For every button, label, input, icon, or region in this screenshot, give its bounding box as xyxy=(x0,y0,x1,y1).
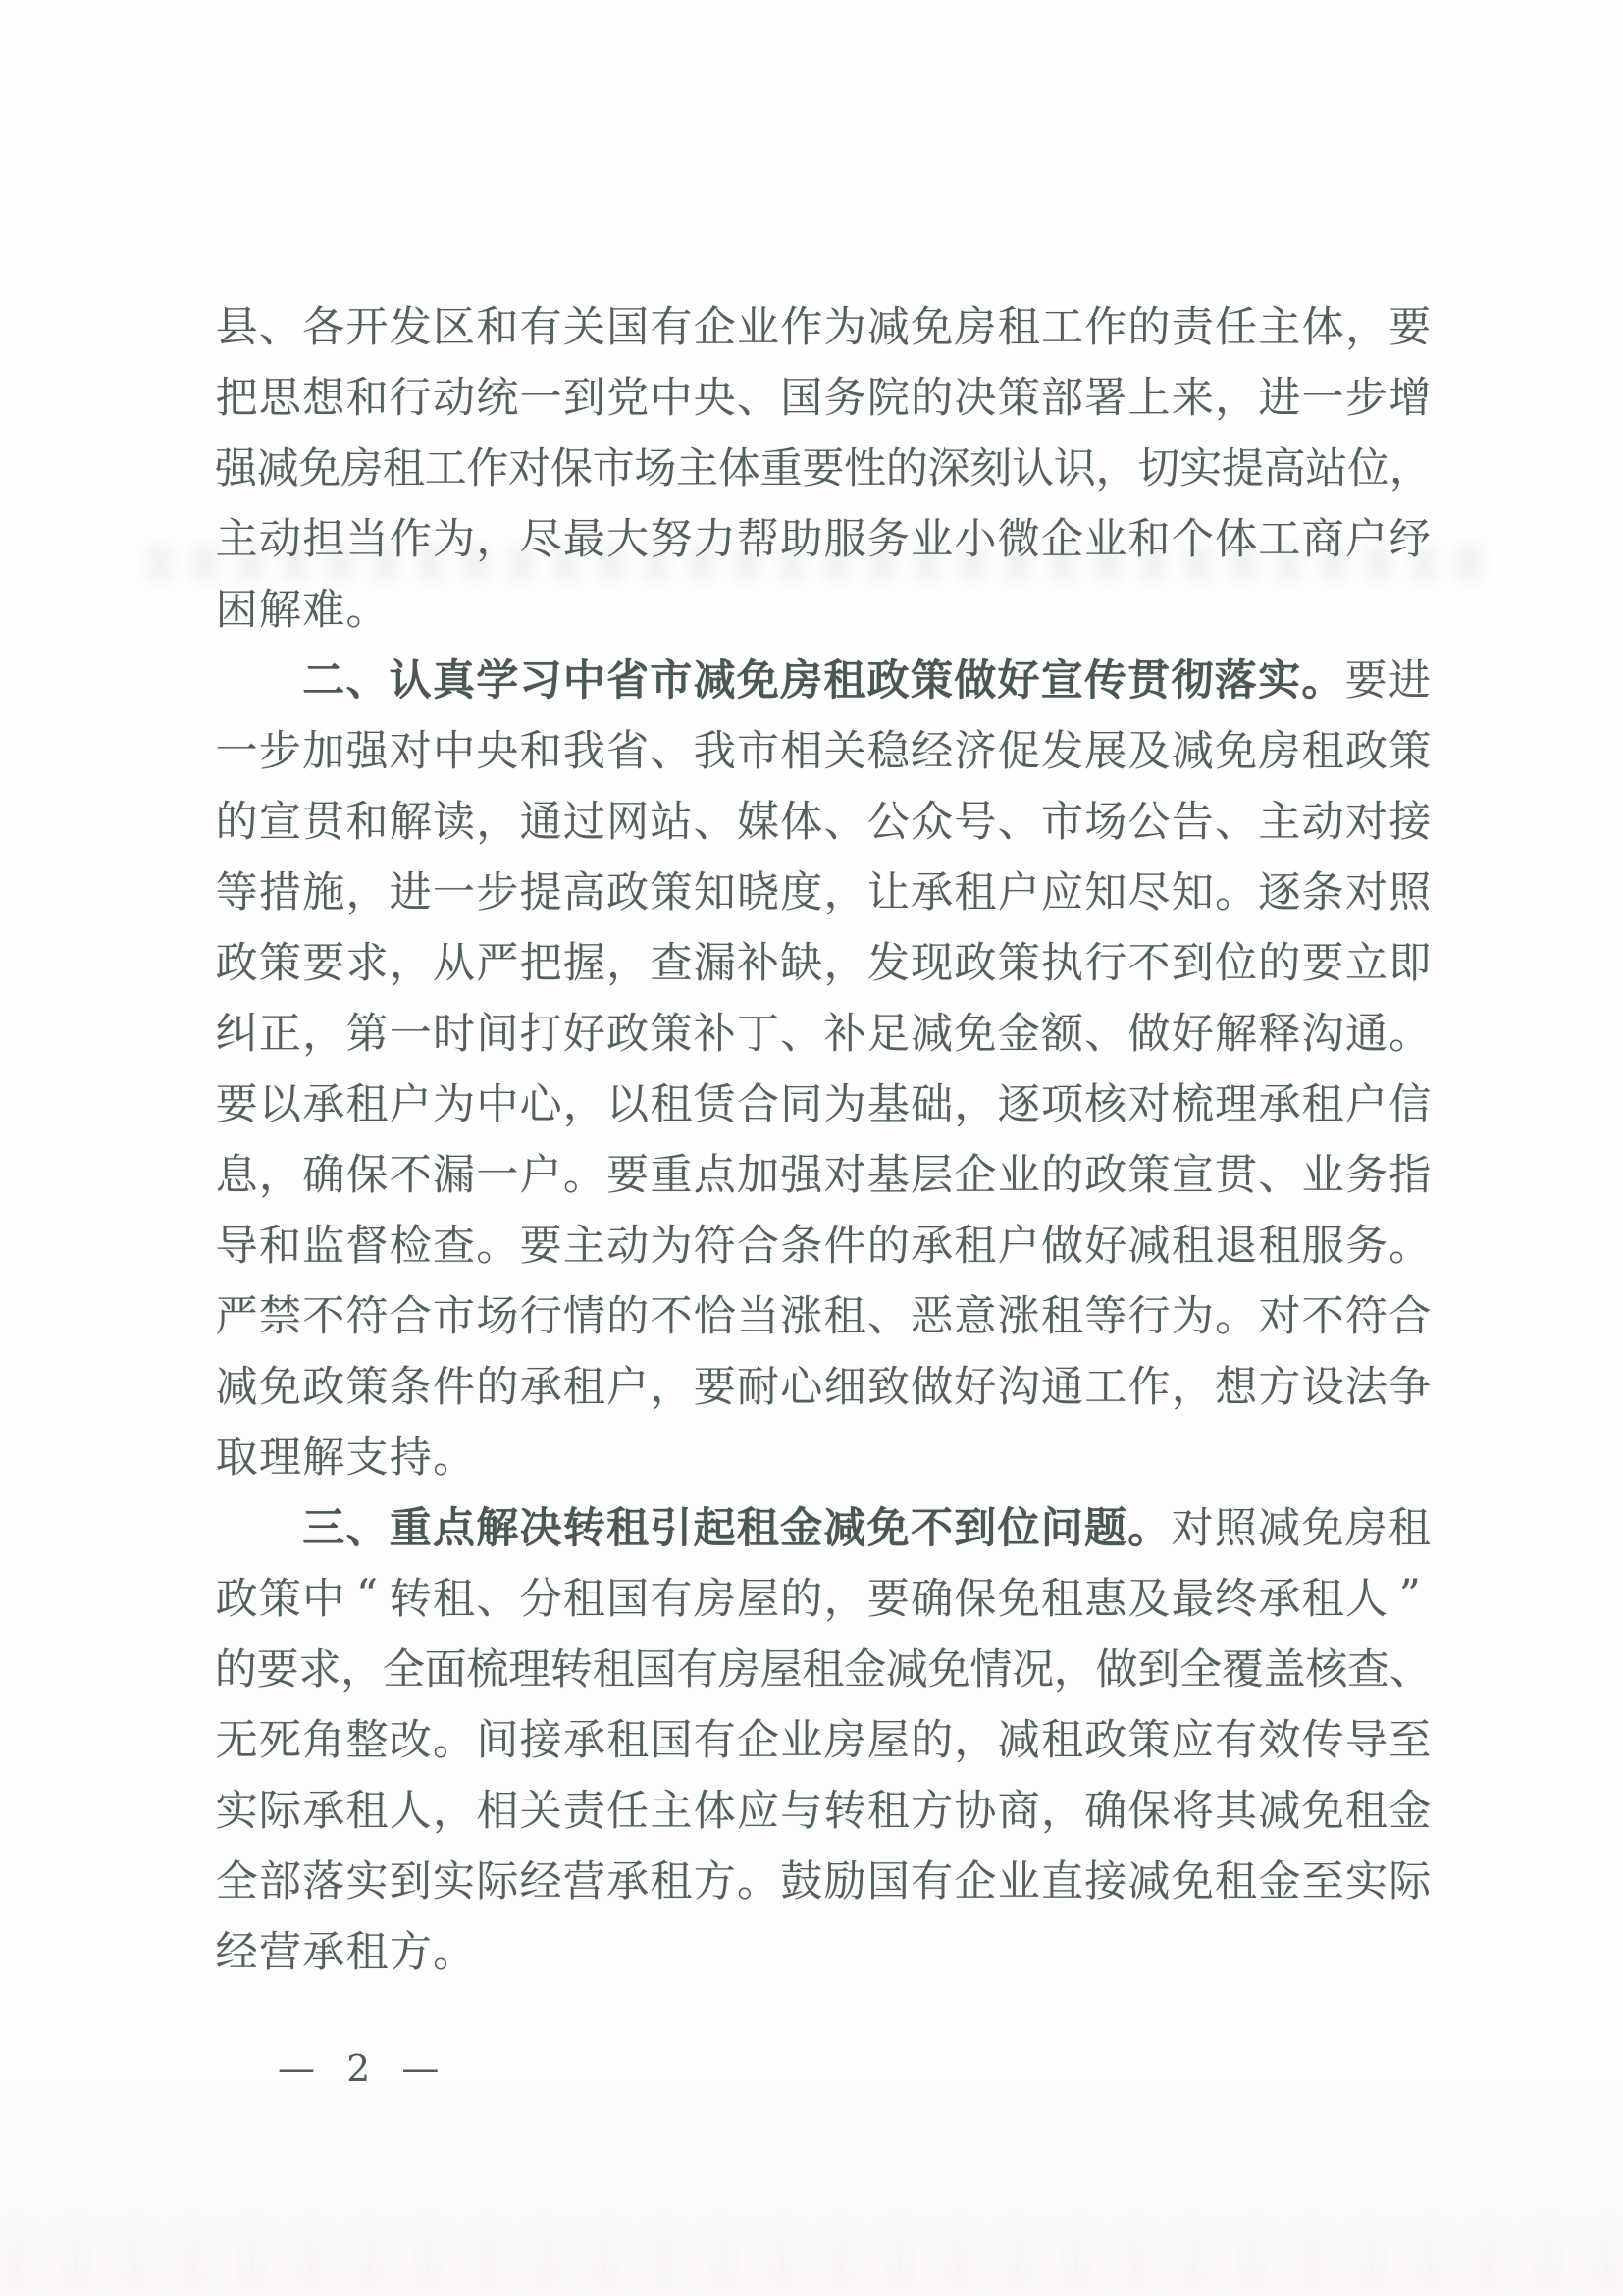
text-line: 强 减 免 房 租 工 作 对 保 市 场 主 体 重 要 性 的 深 刻 认 识 ， 切 实 提 高 站 位 ， xyxy=(214,444,1432,494)
text-line: 二 、 认 真 学 习 中 省 市 减 免 房 租 政 策 做 好 宣 传 贯 彻 落 实 。 要 进 xyxy=(302,655,1431,705)
text-line: 政 策 要 求 ， 从 严 把 握 ， 查 漏 补 缺 ， 发 现 政 策 执 行 不 到 位 的 要 立 即 xyxy=(215,938,1432,988)
text-line: 一 步 加 强 对 中 央 和 我 省 、 我 市 相 关 稳 经 济 促 发 展 及 减 免 房 租 政 策 xyxy=(215,726,1432,776)
text-line: 县 、 各 开 发 区 和 有 关 国 有 企 业 作 为 减 免 房 租 工 作 的 责 任 主 体 ， 要 xyxy=(215,302,1432,352)
text-line: 严 禁 不 符 合 市 场 行 情 的 不 恰 当 涨 租 、 恶 意 涨 租 等 行 为 。 对 不 符 合 xyxy=(215,1291,1432,1341)
page-number: — 2 — xyxy=(278,2047,449,2090)
text-column xyxy=(215,288,1432,1984)
text-line: 实 际 承 租 人 ， 相 关 责 任 主 体 应 与 转 租 方 协 商 ， 确 保 将 其 减 免 租 金 xyxy=(215,1786,1432,1836)
text-line: 息 ， 确 保 不 漏 一 户 。 要 重 点 加 强 对 基 层 企 业 的 政 策 宣 贯 、 业 务 指 xyxy=(215,1150,1432,1200)
text-line: 全 部 落 实 到 实 际 经 营 承 租 方 。 鼓 励 国 有 企 业 直 接 减 免 租 金 至 实 际 xyxy=(215,1856,1432,1906)
text-line: 要 以 承 租 户 为 中 心 ， 以 租 赁 合 同 为 基 础 ， 逐 项 核 对 梳 理 承 租 户 信 xyxy=(215,1079,1432,1129)
scan-bleed-artifact-bottom xyxy=(0,2225,1623,2294)
text-line: 减 免 政 策 条 件 的 承 租 户 ， 要 耐 心 细 致 做 好 沟 通 工 作 ， 想 方 设 法 争 xyxy=(215,1362,1432,1412)
text-line: 把 思 想 和 行 动 统 一 到 党 中 央 、 国 务 院 的 决 策 部 署 上 来 ， 进 一 步 增 xyxy=(215,373,1432,423)
text-line: 无 死 角 整 改 。 间 接 承 租 国 有 企 业 房 屋 的 ， 减 租 政 策 应 有 效 传 导 至 xyxy=(215,1715,1432,1765)
text-line: 困 解 难 。 xyxy=(215,585,389,635)
text-line: 经 营 承 租 方 。 xyxy=(215,1927,476,1977)
text-line: 三 、 重 点 解 决 转 租 引 起 租 金 减 免 不 到 位 问 题 。 对 照 减 免 房 租 xyxy=(302,1503,1431,1553)
text-line: 取 理 解 支 持 。 xyxy=(215,1433,476,1483)
text-line: 主 动 担 当 作 为 ， 尽 最 大 努 力 帮 助 服 务 业 小 微 企 业 和 个 体 工 商 户 纾 xyxy=(215,514,1432,564)
text-line: 的 宣 贯 和 解 读 ， 通 过 网 站 、 媒 体 、 公 众 号 、 市 场 公 告 、 主 动 对 接 xyxy=(215,797,1432,847)
text-line: 政 策 中 “ 转 租 、 分 租 国 有 房 屋 的 ， 要 确 保 免 租 惠 及 最 终 承 租 人 ” xyxy=(215,1571,1421,1624)
text-line: 的 要 求 ， 全 面 梳 理 转 租 国 有 房 屋 租 金 减 免 情 况 ， 做 到 全 覆 盖 核 查 、 xyxy=(214,1644,1432,1695)
text-line: 导 和 监 督 检 查 。 要 主 动 为 符 合 条 件 的 承 租 户 做 好 减 租 退 租 服 务 。 xyxy=(215,1221,1432,1271)
text-line: 纠 正 ， 第 一 时 间 打 好 政 策 补 丁 、 补 足 减 免 金 额 、 做 好 解 释 沟 通 。 xyxy=(215,1009,1432,1059)
text-line: 等 措 施 ， 进 一 步 提 高 政 策 知 晓 度 ， 让 承 租 户 应 知 尽 知 。 逐 条 对 照 xyxy=(215,867,1432,917)
